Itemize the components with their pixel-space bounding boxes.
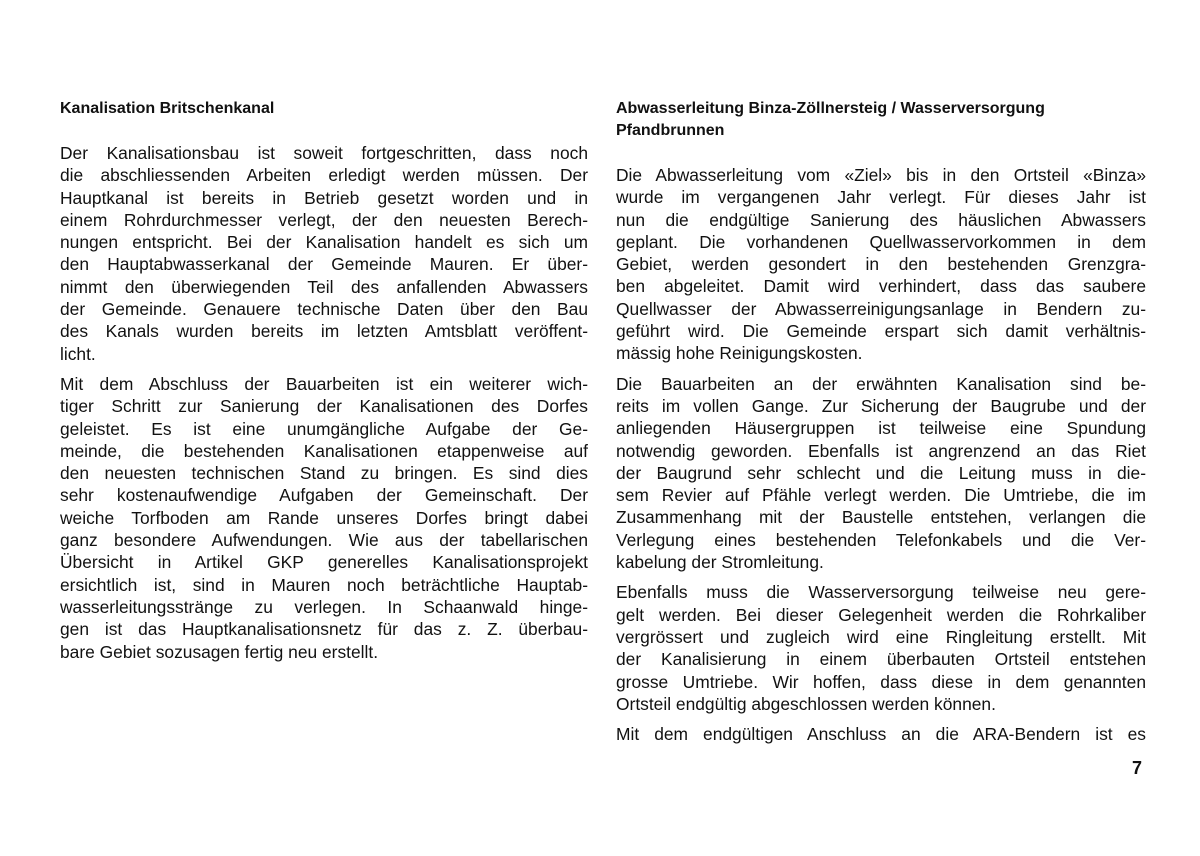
text-line: nimmt den überwiegenden Teil des anfallenden Abwassers bbox=[60, 276, 588, 297]
page-number: 7 bbox=[1132, 758, 1143, 778]
text-line: Ortsteil endgültig abgeschlossen werden können. bbox=[616, 693, 996, 714]
text-line: licht. bbox=[60, 343, 96, 364]
text-line: Quellwasser der Abwasserreinigungsanlage in Bendern zu- bbox=[616, 298, 1146, 319]
left-paragraph-2 bbox=[60, 373, 588, 663]
text-line: meinde, die bestehenden Kanalisationen etappenweise auf bbox=[60, 440, 588, 461]
text-line: bare Gebiet sozusagen fertig neu erstellt. bbox=[60, 641, 379, 662]
text-line: Ebenfalls muss die Wasserversorgung teilweise neu gere- bbox=[616, 582, 1146, 603]
text-line: nungen entspricht. Bei der Kanalisation handelt es sich um bbox=[60, 232, 588, 253]
text-line: ersichtlich ist, sind in Mauren noch beträchtliche Hauptab- bbox=[60, 574, 588, 595]
text-line: Der Kanalisationsbau ist soweit fortgeschritten, dass noch bbox=[60, 143, 588, 163]
text-line: ganz besondere Aufwendungen. Wie aus der tabellarischen bbox=[60, 530, 588, 551]
text-line: der Kanalisierung in einem überbauten Ortsteil entstehen bbox=[616, 649, 1146, 670]
text-line: vergrössert und zugleich wird eine Ringleitung erstellt. Mit bbox=[616, 626, 1146, 647]
text-line: geleistet. Es ist eine unumgängliche Aufgabe der Ge- bbox=[60, 418, 588, 439]
text-line: die abschliessenden Arbeiten erledigt werden müssen. Der bbox=[60, 165, 588, 186]
text-line: Gebiet, werden gesondert in den bestehenden Grenzgra- bbox=[616, 254, 1146, 275]
text-line: anliegenden Häusergruppen ist teilweise eine Spundung bbox=[616, 418, 1146, 439]
left-column bbox=[60, 98, 588, 671]
text-line: mässig hohe Reinigungskosten. bbox=[616, 343, 863, 364]
text-line: gen ist das Hauptkanalisationsnetz für das z. Z. überbau- bbox=[60, 619, 588, 640]
text-line: des Kanals wurden bereits im letzten Amtsblatt veröffent- bbox=[60, 321, 588, 342]
text-line: der Baugrund sehr schlecht und die Leitung muss in die- bbox=[616, 462, 1146, 483]
text-line: nun die endgültige Sanierung des häuslichen Abwassers bbox=[616, 209, 1146, 230]
text-line: grosse Umtriebe. Wir hoffen, dass diese in dem genannten bbox=[616, 671, 1146, 692]
text-line: wurde im vergangenen Jahr verlegt. Für dieses Jahr ist bbox=[616, 187, 1146, 208]
text-line: Zusammenhang mit der Baustelle entstehen, verlangen die bbox=[616, 507, 1146, 528]
right-heading-line: Abwasserleitung Binza-Zöllnersteig / Wasserversorgung bbox=[616, 100, 1045, 117]
right-paragraph-2 bbox=[616, 373, 1146, 574]
text-line: der Gemeinde. Genauere technische Daten über den Bau bbox=[60, 299, 588, 320]
right-heading bbox=[616, 98, 1146, 142]
text-line: reits im vollen Gange. Zur Sicherung der Baugrube und der bbox=[616, 395, 1146, 416]
left-heading: Kanalisation Britschenkanal bbox=[60, 100, 275, 117]
text-line: geführt wird. Die Gemeinde erspart sich damit verhältnis- bbox=[616, 321, 1146, 342]
text-line: Mit dem Abschluss der Bauarbeiten ist ein weiterer wich- bbox=[60, 373, 588, 394]
text-line: sem Revier auf Pfähle verlegt werden. Die Umtriebe, die im bbox=[616, 485, 1146, 506]
text-line: Hauptkanal ist bereits in Betrieb gesetzt worden und in bbox=[60, 187, 588, 208]
text-line: Die Bauarbeiten an der erwähnten Kanalisation sind be- bbox=[616, 373, 1146, 394]
text-line: tiger Schritt zur Sanierung der Kanalisationen des Dorfes bbox=[60, 396, 588, 417]
right-paragraph-3 bbox=[616, 581, 1146, 715]
text-line: notwendig geworden. Ebenfalls ist angrenzend an das Riet bbox=[616, 440, 1146, 461]
text-line: sehr kostenaufwendige Aufgaben der Gemeinschaft. Der bbox=[60, 485, 588, 506]
text-line: Mit dem endgültigen Anschluss an die ARA-Bendern ist es bbox=[616, 724, 1146, 745]
text-line: Verlegung eines bestehenden Telefonkabels und die Ver- bbox=[616, 529, 1146, 550]
text-line: ben abgeleitet. Damit wird verhindert, dass das saubere bbox=[616, 276, 1146, 297]
text-line: einem Rohrdurchmesser verlegt, der den neuesten Berech- bbox=[60, 209, 588, 230]
text-line: kabelung der Stromleitung. bbox=[616, 552, 824, 573]
right-column bbox=[616, 98, 1146, 753]
right-paragraph-1 bbox=[616, 164, 1146, 365]
text-line: wasserleitungsstränge zu verlegen. In Schaanwald hinge- bbox=[60, 596, 588, 617]
text-line: geplant. Die vorhandenen Quellwasservorkommen in dem bbox=[616, 231, 1146, 252]
right-heading-line: Pfandbrunnen bbox=[616, 122, 725, 139]
text-line: gelt werden. Bei dieser Gelegenheit werden die Rohrkaliber bbox=[616, 604, 1146, 625]
text-line: den Hauptabwasserkanal der Gemeinde Mauren. Er über- bbox=[60, 254, 588, 275]
text-line: Übersicht in Artikel GKP generelles Kanalisationsprojekt bbox=[60, 552, 588, 573]
left-paragraph-1 bbox=[60, 142, 588, 365]
text-line: Die Abwasserleitung vom «Ziel» bis in den Ortsteil «Binza» bbox=[616, 165, 1146, 185]
text-line: weiche Torfboden am Rande unseres Dorfes bringt dabei bbox=[60, 507, 588, 528]
right-paragraph-4 bbox=[616, 723, 1146, 745]
text-line: den neuesten technischen Stand zu bringen. Es sind dies bbox=[60, 463, 588, 484]
